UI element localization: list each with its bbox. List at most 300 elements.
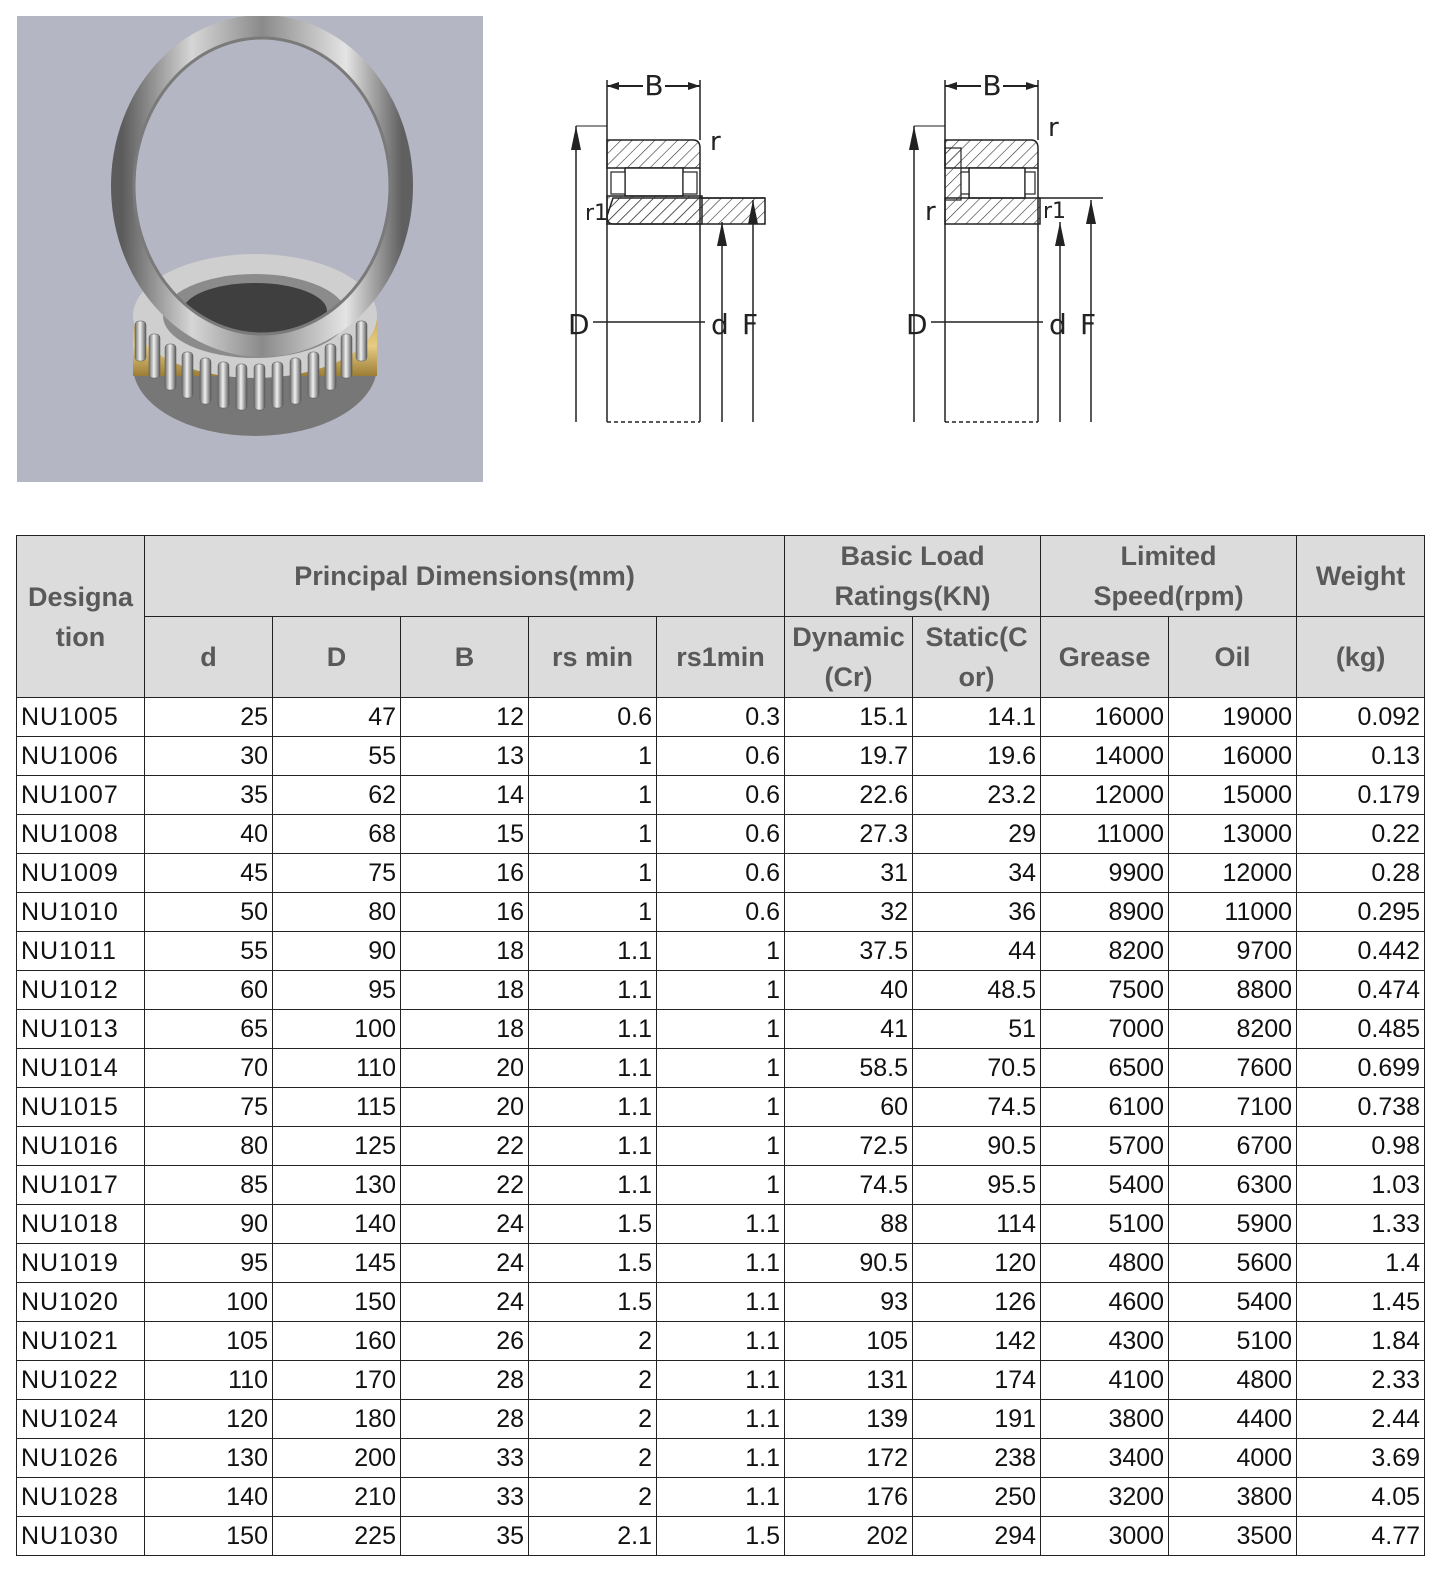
cell-designation: NU1015 (17, 1088, 145, 1127)
cell-B: 28 (401, 1400, 529, 1439)
cell-dynamic-cr: 40 (785, 971, 913, 1010)
cell-D: 90 (273, 932, 401, 971)
cell-dynamic-cr: 22.6 (785, 776, 913, 815)
cell-oil-speed: 8200 (1169, 1010, 1297, 1049)
cell-B: 18 (401, 932, 529, 971)
cell-rs-min: 1 (529, 737, 657, 776)
cell-rs-min: 1.1 (529, 1049, 657, 1088)
cell-oil-speed: 4800 (1169, 1361, 1297, 1400)
cell-rs1-min: 1 (657, 1049, 785, 1088)
cell-grease-speed: 6100 (1041, 1088, 1169, 1127)
cell-B: 24 (401, 1244, 529, 1283)
cell-oil-speed: 4000 (1169, 1439, 1297, 1478)
cell-oil-speed: 9700 (1169, 932, 1297, 971)
cell-rs-min: 1.1 (529, 932, 657, 971)
cell-d: 25 (145, 698, 273, 737)
cell-D: 160 (273, 1322, 401, 1361)
cell-grease-speed: 7500 (1041, 971, 1169, 1010)
cell-dynamic-cr: 58.5 (785, 1049, 913, 1088)
cell-D: 55 (273, 737, 401, 776)
cell-rs1-min: 0.6 (657, 854, 785, 893)
col-header-static: Static(C or) (913, 617, 1041, 698)
cell-d: 85 (145, 1166, 273, 1205)
cell-oil-speed: 4400 (1169, 1400, 1297, 1439)
cell-static-cor: 70.5 (913, 1049, 1041, 1088)
cell-dynamic-cr: 60 (785, 1088, 913, 1127)
cell-dynamic-cr: 19.7 (785, 737, 913, 776)
cell-rs1-min: 1 (657, 932, 785, 971)
table-row (17, 1517, 1425, 1556)
cell-dynamic-cr: 172 (785, 1439, 913, 1478)
cell-rs-min: 1 (529, 815, 657, 854)
cell-grease-speed: 8900 (1041, 893, 1169, 932)
cell-B: 14 (401, 776, 529, 815)
cell-D: 170 (273, 1361, 401, 1400)
table-row (17, 1244, 1425, 1283)
col-header-dynamic: Dynamic (Cr) (785, 617, 913, 698)
cell-grease-speed: 3800 (1041, 1400, 1169, 1439)
cell-d: 120 (145, 1400, 273, 1439)
cell-B: 33 (401, 1478, 529, 1517)
table-row (17, 1400, 1425, 1439)
cell-weight-kg: 0.22 (1297, 815, 1425, 854)
cell-static-cor: 23.2 (913, 776, 1041, 815)
table-row (17, 1322, 1425, 1361)
cell-dynamic-cr: 139 (785, 1400, 913, 1439)
cell-designation: NU1009 (17, 854, 145, 893)
cross-section-drawing-2 (903, 60, 1123, 440)
cell-weight-kg: 0.474 (1297, 971, 1425, 1010)
cell-d: 40 (145, 815, 273, 854)
cell-static-cor: 294 (913, 1517, 1041, 1556)
cell-dynamic-cr: 15.1 (785, 698, 913, 737)
cell-rs-min: 1.5 (529, 1244, 657, 1283)
cell-dynamic-cr: 31 (785, 854, 913, 893)
drawing1-label-d: d (711, 308, 729, 341)
col-header-D: D (273, 617, 401, 698)
cell-rs1-min: 1.1 (657, 1322, 785, 1361)
table-row (17, 1478, 1425, 1517)
drawing2-label-r-top: r (1048, 113, 1059, 143)
cell-designation: NU1006 (17, 737, 145, 776)
col-header-B: B (401, 617, 529, 698)
cell-oil-speed: 5400 (1169, 1283, 1297, 1322)
cell-B: 24 (401, 1205, 529, 1244)
cell-designation: NU1026 (17, 1439, 145, 1478)
cell-D: 80 (273, 893, 401, 932)
cell-designation: NU1007 (17, 776, 145, 815)
drawing1-label-F: F (742, 308, 759, 341)
cell-dynamic-cr: 131 (785, 1361, 913, 1400)
cell-dynamic-cr: 202 (785, 1517, 913, 1556)
cell-d: 70 (145, 1049, 273, 1088)
cell-d: 110 (145, 1361, 273, 1400)
cell-designation: NU1030 (17, 1517, 145, 1556)
cell-static-cor: 29 (913, 815, 1041, 854)
cell-grease-speed: 5700 (1041, 1127, 1169, 1166)
cell-rs-min: 2 (529, 1322, 657, 1361)
table-row (17, 854, 1425, 893)
cell-grease-speed: 4800 (1041, 1244, 1169, 1283)
cell-B: 16 (401, 854, 529, 893)
cell-weight-kg: 2.33 (1297, 1361, 1425, 1400)
cell-B: 13 (401, 737, 529, 776)
cell-weight-kg: 1.4 (1297, 1244, 1425, 1283)
cell-oil-speed: 5100 (1169, 1322, 1297, 1361)
cell-B: 24 (401, 1283, 529, 1322)
cell-grease-speed: 3000 (1041, 1517, 1169, 1556)
cell-static-cor: 191 (913, 1400, 1041, 1439)
cell-D: 145 (273, 1244, 401, 1283)
cell-D: 95 (273, 971, 401, 1010)
cell-designation: NU1020 (17, 1283, 145, 1322)
cell-static-cor: 174 (913, 1361, 1041, 1400)
cell-grease-speed: 9900 (1041, 854, 1169, 893)
cell-designation: NU1022 (17, 1361, 145, 1400)
cell-weight-kg: 3.69 (1297, 1439, 1425, 1478)
cell-weight-kg: 2.44 (1297, 1400, 1425, 1439)
col-header-oil: Oil (1169, 617, 1297, 698)
cell-weight-kg: 0.699 (1297, 1049, 1425, 1088)
cell-grease-speed: 7000 (1041, 1010, 1169, 1049)
table-row (17, 698, 1425, 737)
table-row (17, 1010, 1425, 1049)
cell-rs-min: 1.5 (529, 1205, 657, 1244)
cell-weight-kg: 1.45 (1297, 1283, 1425, 1322)
cell-grease-speed: 4100 (1041, 1361, 1169, 1400)
cell-D: 110 (273, 1049, 401, 1088)
cell-D: 75 (273, 854, 401, 893)
cell-grease-speed: 6500 (1041, 1049, 1169, 1088)
cell-oil-speed: 16000 (1169, 737, 1297, 776)
cell-designation: NU1019 (17, 1244, 145, 1283)
cell-D: 47 (273, 698, 401, 737)
cell-dynamic-cr: 72.5 (785, 1127, 913, 1166)
cell-oil-speed: 3500 (1169, 1517, 1297, 1556)
cell-grease-speed: 4300 (1041, 1322, 1169, 1361)
cell-d: 100 (145, 1283, 273, 1322)
cell-D: 100 (273, 1010, 401, 1049)
cell-designation: NU1010 (17, 893, 145, 932)
cell-oil-speed: 15000 (1169, 776, 1297, 815)
cell-D: 62 (273, 776, 401, 815)
cell-rs1-min: 1.1 (657, 1361, 785, 1400)
cell-D: 210 (273, 1478, 401, 1517)
cell-dynamic-cr: 27.3 (785, 815, 913, 854)
table-row (17, 1166, 1425, 1205)
cell-rs-min: 1.1 (529, 1127, 657, 1166)
cell-rs1-min: 1.1 (657, 1205, 785, 1244)
cell-B: 12 (401, 698, 529, 737)
table-row (17, 1088, 1425, 1127)
col-header-grease: Grease (1041, 617, 1169, 698)
table-row (17, 932, 1425, 971)
cell-D: 200 (273, 1439, 401, 1478)
col-header-principal-dimensions: Principal Dimensions(mm) (145, 536, 785, 617)
cell-B: 18 (401, 1010, 529, 1049)
cell-d: 60 (145, 971, 273, 1010)
cell-oil-speed: 19000 (1169, 698, 1297, 737)
cell-weight-kg: 4.77 (1297, 1517, 1425, 1556)
cell-rs1-min: 0.3 (657, 698, 785, 737)
cell-designation: NU1021 (17, 1322, 145, 1361)
cell-d: 30 (145, 737, 273, 776)
table-row (17, 1205, 1425, 1244)
cell-rs-min: 2 (529, 1478, 657, 1517)
cell-static-cor: 51 (913, 1010, 1041, 1049)
cell-D: 115 (273, 1088, 401, 1127)
cell-static-cor: 114 (913, 1205, 1041, 1244)
drawing2-label-r1: r1 (1043, 199, 1067, 224)
col-header-basic-load: Basic Load Ratings(KN) (785, 536, 1041, 617)
drawing1-label-r: r (710, 127, 721, 157)
cell-rs-min: 1.5 (529, 1283, 657, 1322)
cell-rs-min: 1.1 (529, 1010, 657, 1049)
cell-D: 150 (273, 1283, 401, 1322)
col-header-rs-min: rs min (529, 617, 657, 698)
cell-dynamic-cr: 176 (785, 1478, 913, 1517)
cell-rs-min: 0.6 (529, 698, 657, 737)
cell-B: 28 (401, 1361, 529, 1400)
cell-static-cor: 48.5 (913, 971, 1041, 1010)
cell-rs-min: 1.1 (529, 971, 657, 1010)
table-row (17, 737, 1425, 776)
cross-section-drawing-1 (565, 60, 785, 440)
cell-rs1-min: 0.6 (657, 737, 785, 776)
col-header-kg: (kg) (1297, 617, 1425, 698)
cell-weight-kg: 1.84 (1297, 1322, 1425, 1361)
cell-designation: NU1011 (17, 932, 145, 971)
cell-weight-kg: 0.485 (1297, 1010, 1425, 1049)
cell-static-cor: 34 (913, 854, 1041, 893)
table-row (17, 971, 1425, 1010)
cell-D: 68 (273, 815, 401, 854)
cell-static-cor: 126 (913, 1283, 1041, 1322)
col-header-limited-speed: Limited Speed(rpm) (1041, 536, 1297, 617)
cell-rs-min: 2.1 (529, 1517, 657, 1556)
cell-d: 75 (145, 1088, 273, 1127)
drawing2-label-d: d (1049, 308, 1067, 341)
cell-rs1-min: 0.6 (657, 815, 785, 854)
cell-weight-kg: 1.03 (1297, 1166, 1425, 1205)
cell-dynamic-cr: 93 (785, 1283, 913, 1322)
cell-static-cor: 44 (913, 932, 1041, 971)
cell-rs-min: 1 (529, 854, 657, 893)
cell-static-cor: 90.5 (913, 1127, 1041, 1166)
table-row (17, 1361, 1425, 1400)
cell-static-cor: 36 (913, 893, 1041, 932)
cell-d: 55 (145, 932, 273, 971)
cell-dynamic-cr: 90.5 (785, 1244, 913, 1283)
cell-oil-speed: 7100 (1169, 1088, 1297, 1127)
cell-weight-kg: 0.092 (1297, 698, 1425, 737)
cell-oil-speed: 11000 (1169, 893, 1297, 932)
cell-rs1-min: 1.1 (657, 1439, 785, 1478)
cell-d: 50 (145, 893, 273, 932)
cell-grease-speed: 8200 (1041, 932, 1169, 971)
cell-oil-speed: 12000 (1169, 854, 1297, 893)
cell-rs-min: 2 (529, 1400, 657, 1439)
cell-designation: NU1005 (17, 698, 145, 737)
cell-B: 35 (401, 1517, 529, 1556)
table-row (17, 1439, 1425, 1478)
cell-grease-speed: 5400 (1041, 1166, 1169, 1205)
drawing2-label-D: D (906, 308, 928, 341)
cell-grease-speed: 4600 (1041, 1283, 1169, 1322)
cell-dynamic-cr: 32 (785, 893, 913, 932)
table-row (17, 893, 1425, 932)
cell-B: 20 (401, 1088, 529, 1127)
cell-rs-min: 2 (529, 1361, 657, 1400)
cell-weight-kg: 1.33 (1297, 1205, 1425, 1244)
cell-B: 33 (401, 1439, 529, 1478)
cell-rs-min: 1 (529, 893, 657, 932)
cell-oil-speed: 13000 (1169, 815, 1297, 854)
drawing1-label-D: D (568, 308, 590, 341)
cell-rs1-min: 0.6 (657, 893, 785, 932)
cell-rs1-min: 1.1 (657, 1283, 785, 1322)
cell-designation: NU1028 (17, 1478, 145, 1517)
cell-weight-kg: 0.179 (1297, 776, 1425, 815)
drawing2-label-b: B (982, 69, 1002, 102)
col-header-designation: Designa tion (17, 536, 145, 698)
cell-d: 105 (145, 1322, 273, 1361)
cell-designation: NU1017 (17, 1166, 145, 1205)
cell-d: 35 (145, 776, 273, 815)
cell-rs-min: 1.1 (529, 1166, 657, 1205)
cell-oil-speed: 7600 (1169, 1049, 1297, 1088)
cell-weight-kg: 0.28 (1297, 854, 1425, 893)
cell-oil-speed: 3800 (1169, 1478, 1297, 1517)
cell-d: 140 (145, 1478, 273, 1517)
cell-rs-min: 1.1 (529, 1088, 657, 1127)
cell-d: 150 (145, 1517, 273, 1556)
col-header-weight: Weight (1297, 536, 1425, 617)
cell-rs1-min: 1.1 (657, 1244, 785, 1283)
cell-rs1-min: 0.6 (657, 776, 785, 815)
cell-static-cor: 142 (913, 1322, 1041, 1361)
cell-dynamic-cr: 41 (785, 1010, 913, 1049)
drawing1-label-r1: r1 (585, 201, 609, 226)
cell-grease-speed: 11000 (1041, 815, 1169, 854)
cell-weight-kg: 0.13 (1297, 737, 1425, 776)
cell-designation: NU1008 (17, 815, 145, 854)
cell-grease-speed: 3400 (1041, 1439, 1169, 1478)
bearing-photo (17, 16, 483, 482)
bearing-spec-table (16, 535, 1425, 1556)
cell-static-cor: 95.5 (913, 1166, 1041, 1205)
cell-static-cor: 250 (913, 1478, 1041, 1517)
cell-oil-speed: 5900 (1169, 1205, 1297, 1244)
cell-dynamic-cr: 74.5 (785, 1166, 913, 1205)
bearing-illustration (17, 16, 483, 482)
cell-rs1-min: 1.5 (657, 1517, 785, 1556)
cell-D: 130 (273, 1166, 401, 1205)
cell-designation: NU1018 (17, 1205, 145, 1244)
table-row (17, 815, 1425, 854)
cell-static-cor: 19.6 (913, 737, 1041, 776)
table-row (17, 1049, 1425, 1088)
cell-weight-kg: 0.98 (1297, 1127, 1425, 1166)
cell-dynamic-cr: 88 (785, 1205, 913, 1244)
table-row (17, 776, 1425, 815)
cell-grease-speed: 14000 (1041, 737, 1169, 776)
cell-B: 22 (401, 1127, 529, 1166)
cell-static-cor: 74.5 (913, 1088, 1041, 1127)
cell-dynamic-cr: 105 (785, 1322, 913, 1361)
cell-rs1-min: 1.1 (657, 1478, 785, 1517)
cell-static-cor: 238 (913, 1439, 1041, 1478)
cell-d: 90 (145, 1205, 273, 1244)
header-row-2 (17, 617, 1425, 698)
cell-oil-speed: 6300 (1169, 1166, 1297, 1205)
cell-weight-kg: 0.442 (1297, 932, 1425, 971)
table-row (17, 1283, 1425, 1322)
cell-dynamic-cr: 37.5 (785, 932, 913, 971)
header-row-1 (17, 536, 1425, 617)
cell-weight-kg: 0.295 (1297, 893, 1425, 932)
cell-grease-speed: 5100 (1041, 1205, 1169, 1244)
cell-grease-speed: 12000 (1041, 776, 1169, 815)
cell-grease-speed: 3200 (1041, 1478, 1169, 1517)
cell-d: 130 (145, 1439, 273, 1478)
cell-rs1-min: 1 (657, 1088, 785, 1127)
cell-B: 20 (401, 1049, 529, 1088)
cell-d: 65 (145, 1010, 273, 1049)
cell-weight-kg: 4.05 (1297, 1478, 1425, 1517)
cell-designation: NU1016 (17, 1127, 145, 1166)
cell-D: 125 (273, 1127, 401, 1166)
col-header-rs1-min: rs1min (657, 617, 785, 698)
drawing1-label-b: B (644, 69, 664, 102)
table-row (17, 1127, 1425, 1166)
cell-B: 22 (401, 1166, 529, 1205)
cell-d: 45 (145, 854, 273, 893)
cell-B: 18 (401, 971, 529, 1010)
table-body (17, 698, 1425, 1556)
cell-D: 225 (273, 1517, 401, 1556)
cell-oil-speed: 5600 (1169, 1244, 1297, 1283)
cell-d: 80 (145, 1127, 273, 1166)
cell-B: 16 (401, 893, 529, 932)
cell-rs-min: 2 (529, 1439, 657, 1478)
cell-rs-min: 1 (529, 776, 657, 815)
cell-B: 15 (401, 815, 529, 854)
cell-oil-speed: 8800 (1169, 971, 1297, 1010)
cell-grease-speed: 16000 (1041, 698, 1169, 737)
cell-rs1-min: 1 (657, 1166, 785, 1205)
cell-rs1-min: 1 (657, 971, 785, 1010)
cell-rs1-min: 1 (657, 1127, 785, 1166)
cell-D: 140 (273, 1205, 401, 1244)
cell-designation: NU1012 (17, 971, 145, 1010)
cell-rs1-min: 1 (657, 1010, 785, 1049)
cell-static-cor: 120 (913, 1244, 1041, 1283)
cell-designation: NU1014 (17, 1049, 145, 1088)
cell-static-cor: 14.1 (913, 698, 1041, 737)
cell-designation: NU1013 (17, 1010, 145, 1049)
col-header-d: d (145, 617, 273, 698)
cell-rs1-min: 1.1 (657, 1400, 785, 1439)
cell-designation: NU1024 (17, 1400, 145, 1439)
cell-weight-kg: 0.738 (1297, 1088, 1425, 1127)
cell-oil-speed: 6700 (1169, 1127, 1297, 1166)
cell-B: 26 (401, 1322, 529, 1361)
cell-d: 95 (145, 1244, 273, 1283)
cell-D: 180 (273, 1400, 401, 1439)
drawing2-label-F: F (1080, 308, 1097, 341)
drawing2-label-r-left: r (925, 197, 936, 227)
